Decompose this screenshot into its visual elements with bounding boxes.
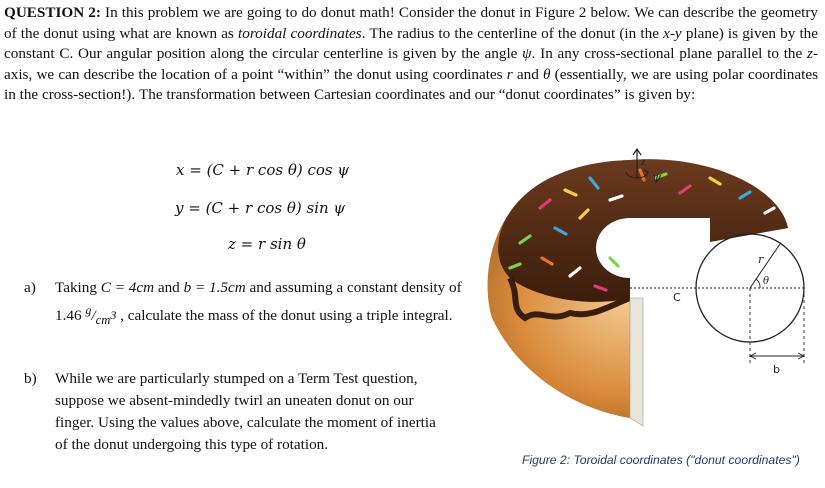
donut-illustration [488, 159, 788, 426]
condition-c: C = 4cm [100, 279, 155, 296]
intro-text: . In any cross-sectional plane parallel to the [531, 45, 808, 63]
figure-caption: Figure 2: Toroidal coordinates ("donut coordinates") [522, 453, 800, 467]
label-c: C [673, 291, 681, 304]
part-a-text2: and assuming a constant density of 1.46 [55, 279, 462, 325]
question-heading: QUESTION 2: [4, 4, 101, 21]
theta-arc [756, 279, 760, 288]
unit-exponent: 3 [110, 307, 117, 322]
part-a [24, 277, 464, 331]
label-psi: ψ [652, 170, 662, 184]
part-a-text [55, 277, 464, 331]
part-b [24, 368, 444, 456]
part-a-text1: Taking [55, 279, 101, 296]
intro-text: -axis, we can describe the location of a point “within” the donut using coordinates [4, 45, 818, 83]
equation-y: y = (C + r cos θ) sin ψ [175, 199, 346, 217]
density-unit: $^g/_{cm^3}$ [85, 303, 117, 328]
label-theta: θ [763, 276, 770, 287]
part-a-text3: , calculate the mass of the donut using a triple integral. [116, 307, 453, 325]
intro-text: In this problem we are going to do donut math! Consider the donut in Figure 2 below. We can describe the geometry of the donut using what are known as [4, 4, 818, 42]
label-r: r [758, 253, 764, 266]
label-z: z [641, 154, 646, 168]
intro-text: and [512, 65, 544, 83]
toroidal-donut-figure [480, 148, 818, 448]
part-b-text: While we are particularly stumped on a Term Test question, suppose we absent-mindedly twirl an uneaten donut on our finger. Using the values above, calculate the moment of inertia of the donut undergoing this type of rotation. [55, 370, 436, 453]
condition-b: b = 1.5cm [183, 279, 246, 296]
intro-text: . The radius to the centerline of the donut (in the [361, 24, 664, 42]
unit-denominator: cm [95, 313, 111, 328]
part-b-label: b) [24, 370, 37, 387]
question-intro [4, 3, 818, 106]
unit-numerator: g [85, 303, 92, 317]
intro-text: plane) is given by the constant C. Our angular position along the circular centerline is given by the angle [4, 24, 819, 63]
var-theta: θ [543, 65, 551, 83]
equation-z: z = r sin θ [228, 235, 306, 253]
equation-x: x = (C + r cos θ) cos ψ [176, 161, 350, 179]
term-toroidal: toroidal coordinates [238, 24, 362, 42]
intro-text: (essentially, we are using polar coordinates in the cross-section!). The transformation between Cartesian coordinates and our “donut coordinates” is given by: [4, 65, 818, 104]
label-b: b [773, 363, 780, 376]
var-z: z [807, 45, 813, 63]
part-a-and: and [154, 279, 184, 296]
part-a-label: a) [24, 279, 36, 296]
var-r: r [506, 65, 513, 83]
var-xy: x-y [663, 24, 682, 42]
var-psi: ψ [522, 45, 532, 63]
